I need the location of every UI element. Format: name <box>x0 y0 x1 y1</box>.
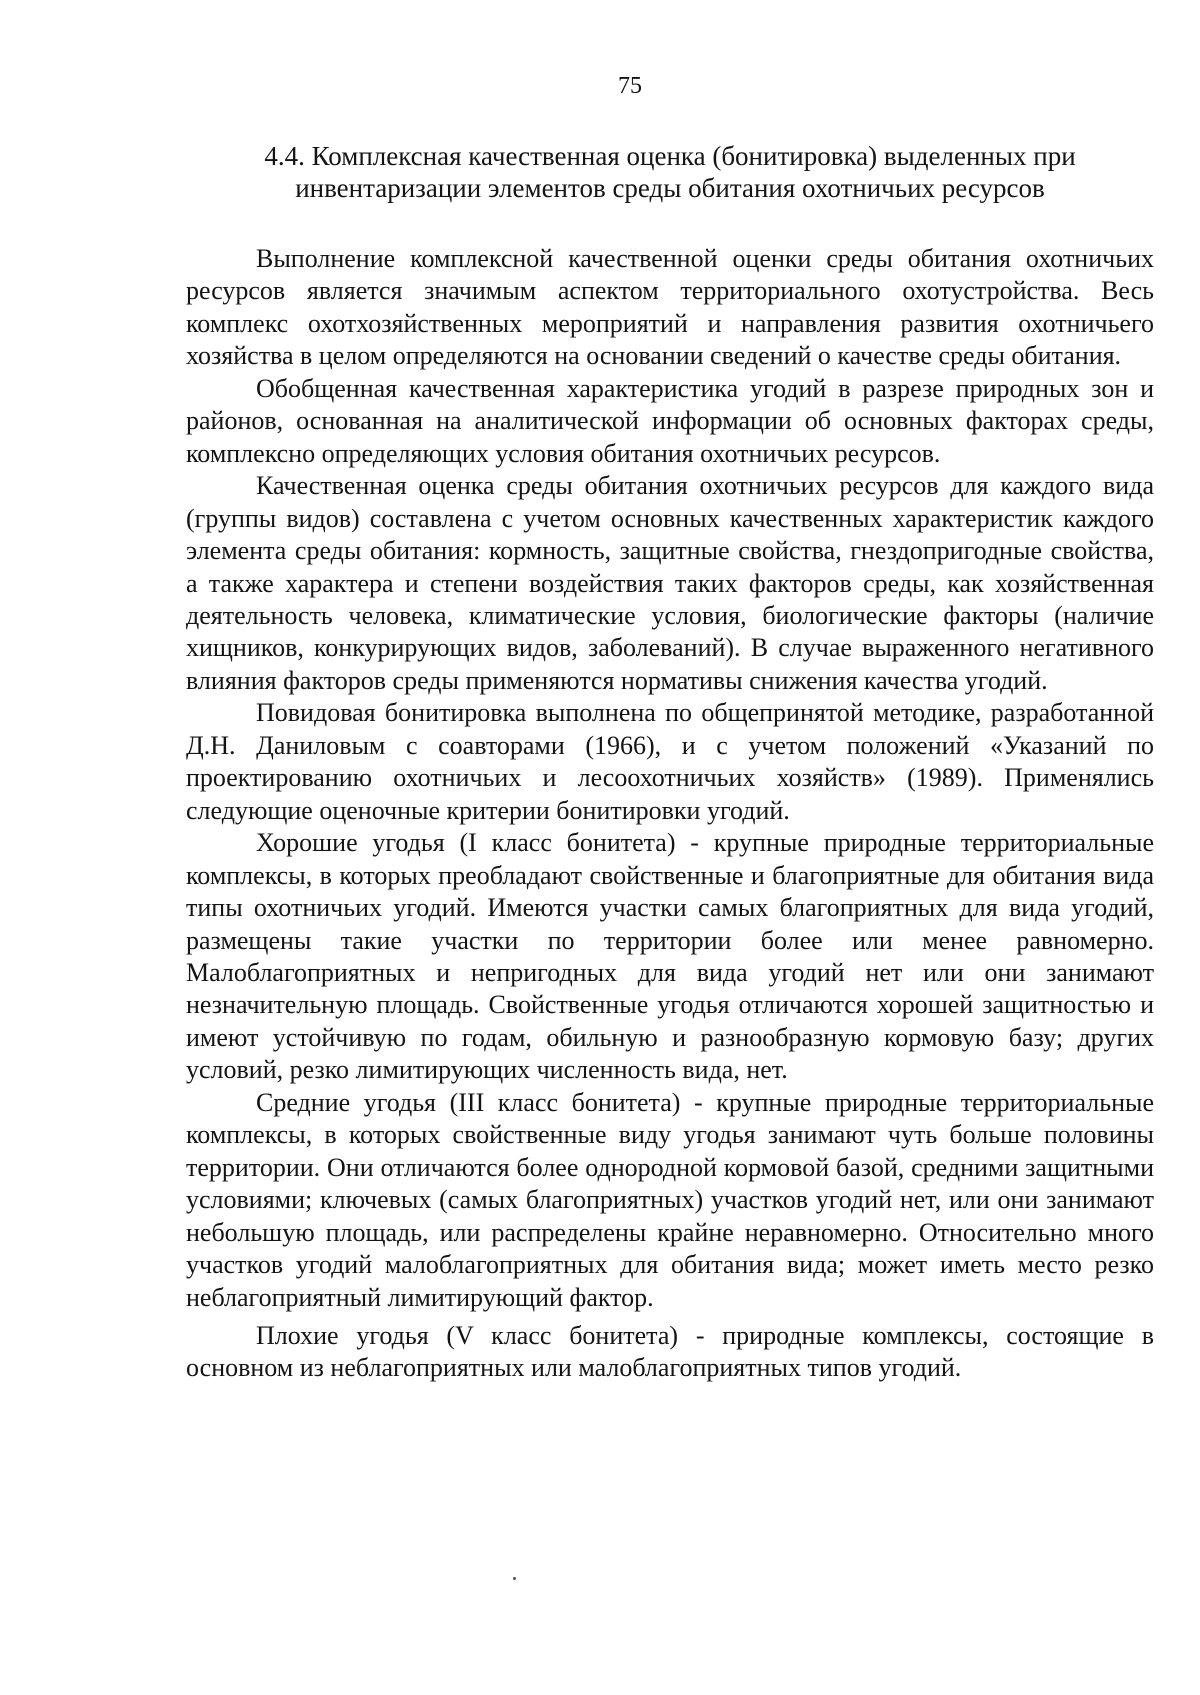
paragraph-intro: Выполнение комплексной качественной оценки среды обитания охотничьих ресурсов является значимым аспектом территориального охотустройства. Весь комплекс охотхозяйственных мероприятий и направления развития охотничьего хозяйства в целом определяются на основании сведений о качестве среды обитания. <box>186 244 1154 371</box>
page-number: 75 <box>618 73 642 99</box>
paragraph-good-lands: Хорошие угодья (I класс бонитета) - крупные природные территориальные комплексы, в которых преобладают свойственные и благоприятные для обитания вида типы охотничьих угодий. Имеются участки самых благоприятных для вида угодий, размещены такие участки по территории более или менее равномерно. Малоблагоприятных и непригодных для вида угодий нет или они занимают незначительную площадь. Свойственные угодья отличаются хорошей защитностью и имеют устойчивую по годам, обильную и разнообразную кормовую базу; других условий, резко лимитирующих численность вида, нет. <box>186 828 1154 1085</box>
paragraph-generalized-characteristic: Обобщенная качественная характеристика угодий в разрезе природных зон и районов, основанная на аналитической информации об основных факторах среды, комплексно определяющих условия обитания охотничьих ресурсов. <box>186 373 1154 468</box>
paragraph-quality-assessment: Качественная оценка среды обитания охотничьих ресурсов для каждого вида (группы видов) составлена с учетом основных качественных характеристик каждого элемента среды обитания: кормность, защитные свойства, гнездопригодные свойства, а также характера и степени воздействия таких факторов среды, как хозяйственная деятельность человека, климатические условия, биологические факторы (наличие хищников, конкурирующих видов, заболеваний). В случае выраженного негативного влияния факторов среды применяются нормативы снижения качества угодий. <box>186 471 1154 695</box>
scan-speck <box>513 1577 516 1580</box>
section-heading-line-1: 4.4. Комплексная качественная оценка (бонитировка) выделенных при <box>264 141 1076 171</box>
paragraph-species-bonitation: Повидовая бонитировка выполнена по общепринятой методике, разработанной Д.Н. Даниловым с соавторами (1966), и с учетом положений «Указаний по проектированию охотничьих и лесоохотничьих хозяйств» (1989). Применялись следующие оценочные критерии бонитировки угодий. <box>186 698 1154 825</box>
section-heading-line-2: инвентаризации элементов среды обитания охотничьих ресурсов <box>295 173 1045 203</box>
paragraph-average-lands: Средние угодья (III класс бонитета) - крупные природные территориальные комплексы, в которых свойственные виду угодья занимают чуть больше половины территории. Они отличаются более однородной кормовой базой, средними защитными условиями; ключевых (самых благоприятных) участков угодий нет, или они занимают небольшую площадь, или распределены крайне неравномерно. Относительно много участков угодий малоблагоприятных для обитания вида; может иметь место резко неблагоприятный лимитирующий фактор. <box>186 1087 1154 1312</box>
section-heading <box>185 140 1155 204</box>
body-text <box>186 243 1154 1385</box>
paragraph-poor-lands: Плохие угодья (V класс бонитета) - природные комплексы, состоящие в основном из неблагоприятных или малоблагоприятных типов угодий. <box>186 1320 1154 1383</box>
